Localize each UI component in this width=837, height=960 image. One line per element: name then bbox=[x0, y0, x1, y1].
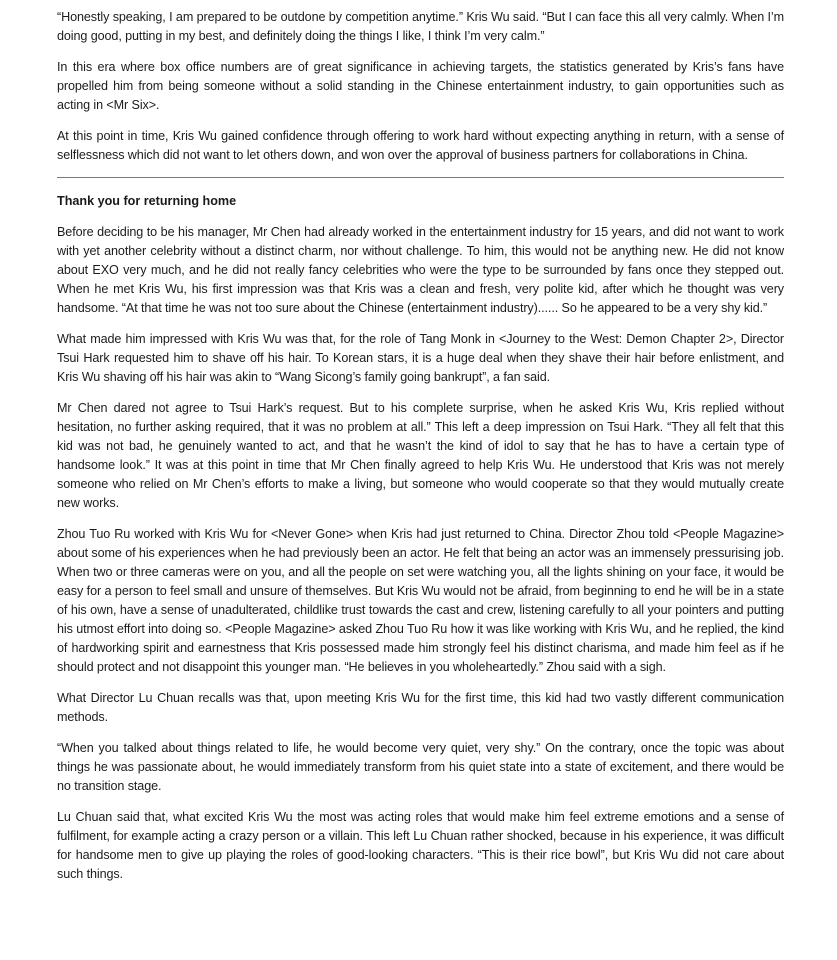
section-paragraph-7: Lu Chuan said that, what excited Kris Wu the most was acting roles that would make him feel extreme emotions and a sense of fulfilment, for example acting a crazy person or a villain. This left Lu Chuan rather shocked, because in his experience, it was difficult for handsome men to give up playing the roles of good-looking characters. “This is their rice bowl”, but Kris Wu did not care about such things. bbox=[57, 810, 784, 881]
intro-paragraph-2: In this era where box office numbers are of great significance in achieving targets, the statistics generated by Kris’s fans have propelled him from being someone without a solid standing in the Chinese entertainment industry, to gain opportunities such as acting in <Mr Six>. bbox=[57, 60, 784, 112]
section-paragraph-1: Before deciding to be his manager, Mr Chen had already worked in the entertainment industry for 15 years, and did not want to work with yet another celebrity without a distinct charm, nor without challenge. To him, this would not be anything new. He did not know about EXO very much, and he did not really fancy celebrities who were the type to be surrounded by fans once they stepped out. When he met Kris Wu, his first impression was that Kris was a clean and fresh, very polite kid, after which he thought was very handsome. “At that time he was not too sure about the Chinese (entertainment industry)...... So he appeared to be a very shy kid.” bbox=[57, 225, 784, 315]
section-paragraph-2: What made him impressed with Kris Wu was that, for the role of Tang Monk in <Journey to the West: Demon Chapter 2>, Director Tsui Hark requested him to shave off his hair. To Korean stars, it is a huge deal when they shave their hair before enlistment, and Kris Wu shaving off his hair was akin to “Wang Sicong’s family going bankrupt”, a fan said. bbox=[57, 332, 784, 384]
section-paragraph-5: What Director Lu Chuan recalls was that, upon meeting Kris Wu for the first time, this kid had two vastly different communication methods. bbox=[57, 691, 784, 724]
section-paragraph-4: Zhou Tuo Ru worked with Kris Wu for <Never Gone> when Kris had just returned to China. Director Zhou told <People Magazine> about some of his experiences when he had previously been an actor. He felt that being an actor was an immensely pressurising job. When two or three cameras were on you, and all the people on set were watching you, all the lights shining on your face, it would be easy for a person to feel small and unsure of themselves. But Kris Wu would not be afraid, from beginning to end he will be in a state of his own, have a sense of unadulterated, childlike trust towards the cast and crew, listening carefully to all your pointers and putting his utmost effort into doing so. <People Magazine> asked Zhou Tuo Ru how it was like working with Kris Wu, and he replied, the kind of hardworking spirit and earnestness that Kris possessed made him strongly feel his distinct charisma, and made him feel as if he should protect and not disappoint this younger man. “He believes in you wholeheartedly.” Zhou said with a sigh. bbox=[57, 527, 784, 674]
section-heading: Thank you for returning home bbox=[57, 194, 237, 208]
intro-paragraph-1: “Honestly speaking, I am prepared to be outdone by competition anytime.” Kris Wu said. “But I can face this all very calmly. When I’m doing good, putting in my best, and definitely doing the things I like, I think I’m very calm.” bbox=[57, 10, 784, 43]
section-paragraph-6: “When you talked about things related to life, he would become very quiet, very shy.” On the contrary, once the topic was about things he was passionate about, he would immediately transform from his quiet state into a state of excitement, and there would be no transition stage. bbox=[57, 741, 784, 793]
section-paragraph-3: Mr Chen dared not agree to Tsui Hark’s request. But to his complete surprise, when he asked Kris Wu, Kris replied without hesitation, no further asking required, that it was no problem at all.” This left a deep impression on Tsui Hark. “They all felt that this kid was not bad, he genuinely wanted to act, and that he wasn’t the kind of idol to say that he has to have a certain type of handsome look.” It was at this point in time that Mr Chen finally agreed to help Kris Wu. He understood that Kris was not merely someone who relied on Mr Chen’s efforts to make a living, but someone who would cooperate so that they would mutually create new works. bbox=[57, 401, 784, 510]
section-divider bbox=[57, 177, 784, 178]
intro-paragraph-3: At this point in time, Kris Wu gained confidence through offering to work hard without expecting anything in return, with a sense of selflessness which did not want to let others down, and won over the approval of business partners for collaborations in China. bbox=[57, 129, 784, 162]
